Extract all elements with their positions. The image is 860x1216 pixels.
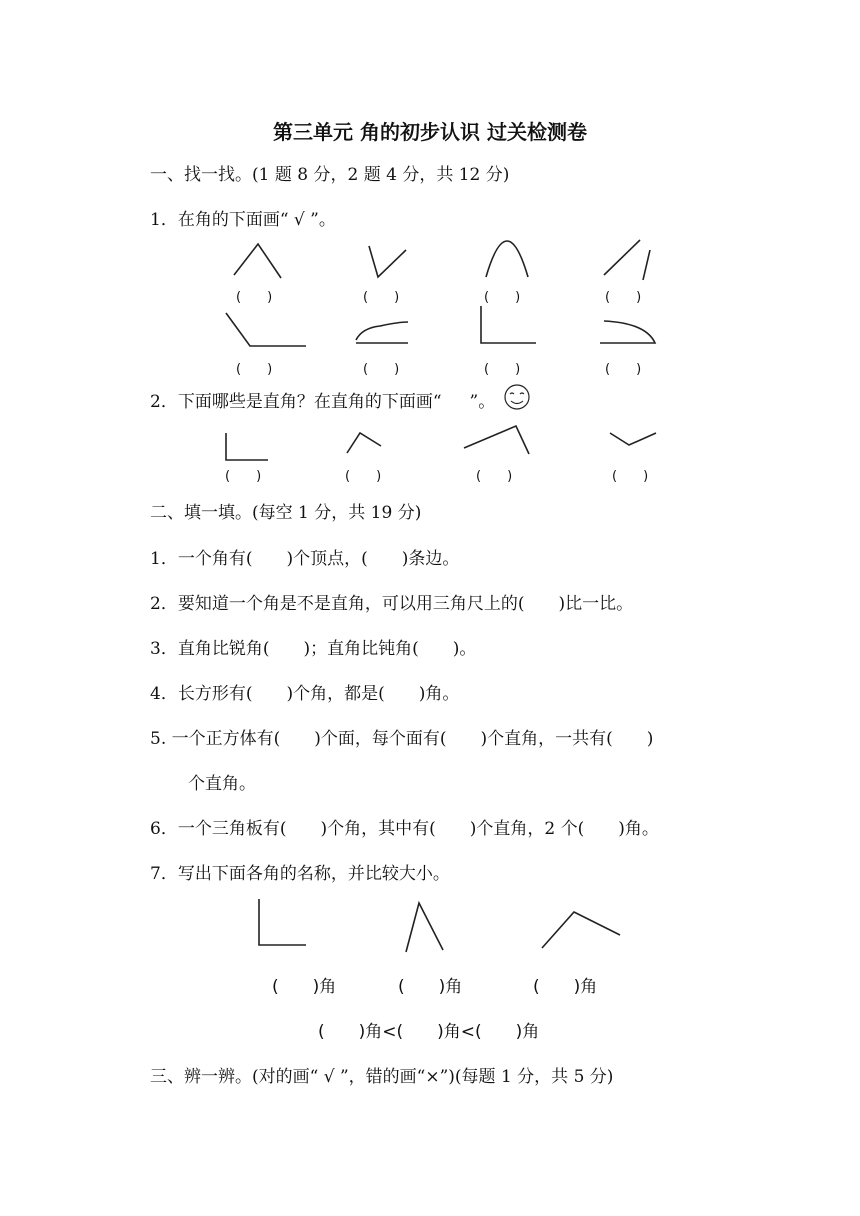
figure-3-arc bbox=[486, 241, 528, 277]
answer-paren[interactable]: ( ) bbox=[476, 469, 513, 484]
figure-5-angle bbox=[226, 313, 306, 346]
q7-acute-angle bbox=[406, 903, 443, 952]
section2-heading: 二、填一填。(每空 1 分，共 19 分) bbox=[150, 503, 422, 523]
section2-item-3: 3．直角比锐角( )；直角比钝角( )。 bbox=[150, 639, 477, 659]
answer-paren[interactable]: ( ) bbox=[605, 290, 642, 305]
q2-figure-2-angle bbox=[347, 433, 381, 453]
section2-item-2: 2．要知道一个角是不是直角，可以用三角尺上的( )比一比。 bbox=[150, 594, 634, 614]
answer-paren[interactable]: ( ) bbox=[345, 469, 382, 484]
section1-heading: 一、找一找。(1 题 8 分，2 题 4 分，共 12 分) bbox=[150, 165, 510, 185]
section3-heading: 三、辨一辨。(对的画“ √ ”，错的画“×”)(每题 1 分，共 5 分) bbox=[150, 1067, 614, 1087]
section1-question2 bbox=[150, 387, 495, 412]
question2-prefix: 2．下面哪些是直角？在直角的下面画“ bbox=[150, 392, 442, 412]
section1-question1: 1．在角的下面画“ √ ”。 bbox=[150, 210, 336, 230]
answer-paren[interactable]: ( ) bbox=[236, 362, 273, 377]
answer-paren[interactable]: ( ) bbox=[225, 469, 262, 484]
section2-item-5: 5. 一个正方体有( )个面，每个面有( )个直角，一共有( ) bbox=[150, 729, 654, 749]
angle-name-blank-2[interactable]: ( )角 bbox=[398, 977, 463, 997]
figure-6-wave bbox=[356, 322, 408, 343]
answer-paren[interactable]: ( ) bbox=[363, 362, 400, 377]
figure-4-line-b bbox=[643, 250, 650, 280]
angle-name-blank-1[interactable]: ( )角 bbox=[272, 977, 337, 997]
figure-1-angle bbox=[234, 244, 281, 278]
section2-item-6: 6．一个三角板有( )个角，其中有( )个直角，2 个( )角。 bbox=[150, 819, 659, 839]
answer-paren[interactable]: ( ) bbox=[484, 362, 521, 377]
answer-paren[interactable]: ( ) bbox=[612, 469, 649, 484]
question2-suffix: ”。 bbox=[469, 392, 496, 412]
figure-8-quarter-arc bbox=[600, 321, 655, 343]
figure-7-right-angle bbox=[481, 306, 536, 343]
angle-name-blank-3[interactable]: ( )角 bbox=[533, 977, 598, 997]
figure-2-angle bbox=[369, 246, 406, 277]
figure-4-line-a bbox=[604, 240, 640, 275]
answer-paren[interactable]: ( ) bbox=[363, 290, 400, 305]
section2-item-5-continued: 个直角。 bbox=[188, 774, 256, 794]
q7-obtuse-angle bbox=[542, 912, 620, 948]
answer-paren[interactable]: ( ) bbox=[484, 290, 521, 305]
section2-item-7: 7．写出下面各角的名称，并比较大小。 bbox=[150, 864, 450, 884]
q2-figure-3-angle bbox=[464, 426, 529, 454]
smiley-face-icon bbox=[505, 385, 529, 409]
answer-paren[interactable]: ( ) bbox=[605, 362, 642, 377]
q7-right-angle bbox=[259, 899, 306, 945]
angle-compare-row[interactable]: ( )角<( )角<( )角 bbox=[318, 1022, 540, 1042]
q2-figure-4-angle bbox=[610, 433, 656, 445]
section2-item-1: 1．一个角有( )个顶点，( )条边。 bbox=[150, 549, 460, 569]
page-title: 第三单元 角的初步认识 过关检测卷 bbox=[273, 120, 587, 144]
q2-figure-1-right-angle bbox=[226, 433, 268, 460]
section2-item-4: 4．长方形有( )个角，都是( )角。 bbox=[150, 684, 460, 704]
answer-paren[interactable]: ( ) bbox=[236, 290, 273, 305]
